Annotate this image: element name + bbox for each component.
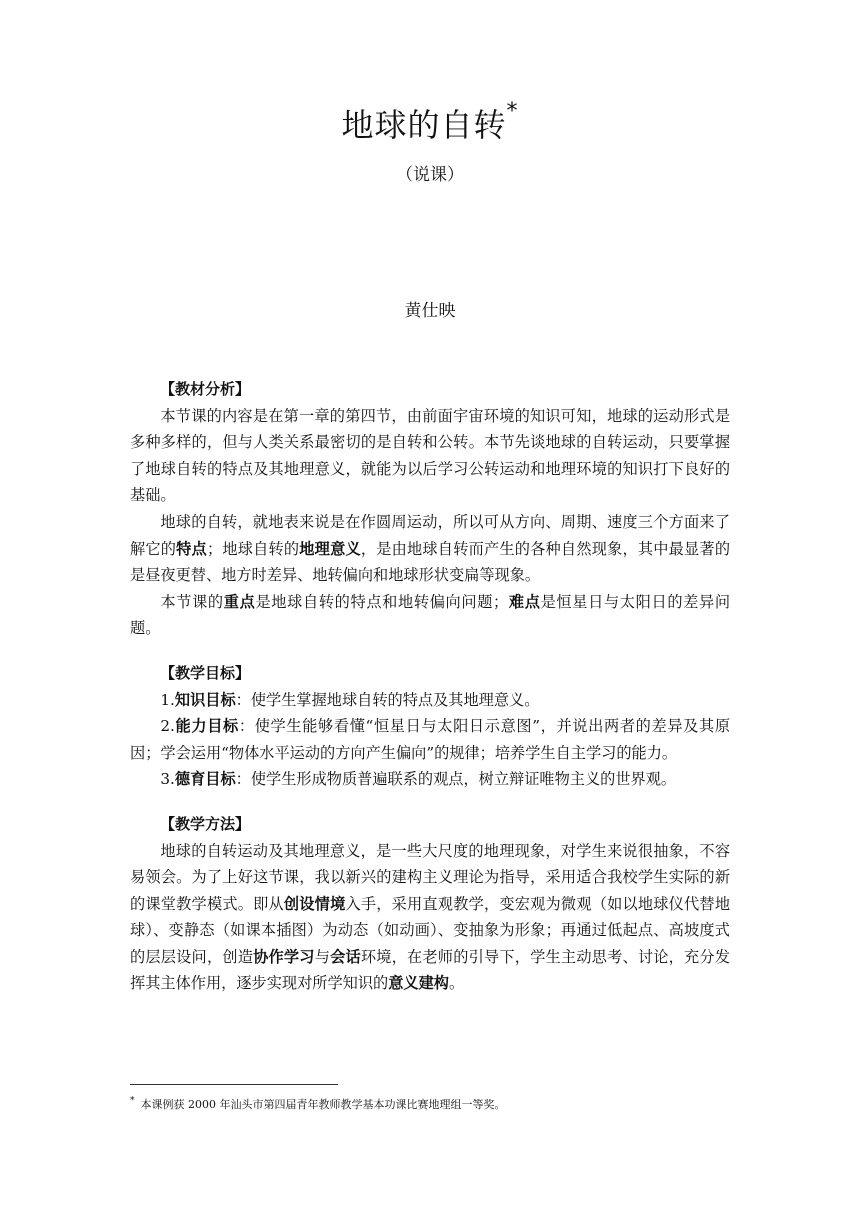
footnote-divider xyxy=(130,1084,338,1085)
paragraph: 地球的自转，就地表来说是在作圆周运动，所以可从方向、周期、速度三个方面来了解它的特点；地球自转的地理意义，是由地球自转而产生的各种自然现象，其中最显著的是昼夜更替、地方时差异、地转偏向和地球形状变扁等现象。 xyxy=(130,512,731,585)
goal-item: 3.德育目标：使学生形成物质普遍联系的观点，树立辩证唯物主义的世界观。 xyxy=(160,770,677,789)
section-heading-teaching-goals: 【教学目标】 xyxy=(160,663,251,682)
footnote-text: 本课例获 2000 年汕头市第四届青年教师教学基本功课比赛地理组一等奖。 xyxy=(140,1098,506,1111)
emphasis-text: 重点 xyxy=(223,592,256,611)
goal-label: 能力目标 xyxy=(174,717,239,736)
footnote-marker: * xyxy=(506,99,519,125)
emphasis-text: 会话 xyxy=(330,947,361,966)
goal-label: 德育目标 xyxy=(174,770,236,789)
section-heading-teaching-methods: 【教学方法】 xyxy=(160,814,251,833)
title-text: 地球的自转 xyxy=(341,106,507,144)
emphasis-text: 难点 xyxy=(508,592,541,611)
goal-item: 1.知识目标：使学生掌握地球自转的特点及其地理意义。 xyxy=(160,690,540,709)
emphasis-text: 地理意义 xyxy=(299,539,361,558)
emphasis-text: 协作学习 xyxy=(253,947,315,966)
goal-item: 2.能力目标：使学生能够看懂“恒星日与太阳日示意图”，并说出两者的差异及其原因；学会运用“物体水平运动的方向产生偏向”的规律；培养学生自主学习的能力。 xyxy=(130,717,731,762)
subtitle: （说课） xyxy=(396,165,464,185)
document-body xyxy=(130,376,730,997)
author-name: 黄仕映 xyxy=(404,301,456,321)
paragraph: 本节课的内容是在第一章的第四节，由前面宇宙环境的知识可知，地球的运动形式是多种多样的，但与人类关系最密切的是自转和公转。本节先谈地球的自转运动，只要掌握了地球自转的特点及其地理意义，就能为以后学习公转运动和地理环境的知识打下良好的基础。 xyxy=(130,406,730,505)
paragraph: 地球的自转运动及其地理意义，是一些大尺度的地理现象，对学生来说很抽象，不容易领会。为了上好这节课，我以新兴的建构主义理论为指导，采用适合我校学生实际的新的课堂教学模式。即从创设情境入手，采用直观教学，变宏观为微观（如以地球仪代替地球）、变静态（如课本插图）为动态（如动画）、变抽象为形象；再通过低起点、高坡度式的层层设问，创造协作学习与会话环境，在老师的引导下，学生主动思考、讨论，充分发挥其主体作用，逐步实现对所学知识的意义建构。 xyxy=(130,841,731,993)
footnote-mark: * xyxy=(130,1096,135,1107)
page-title xyxy=(0,100,860,146)
section-heading-textbook-analysis: 【教材分析】 xyxy=(160,380,251,398)
emphasis-text: 创设情境 xyxy=(283,894,346,913)
emphasis-text: 特点 xyxy=(176,539,207,558)
paragraph: 本节课的重点是地球自转的特点和地转偏向问题；难点是恒星日与太阳日的差异问题。 xyxy=(130,592,731,638)
footnote xyxy=(130,1096,730,1112)
emphasis-text: 意义建构 xyxy=(388,974,449,993)
goal-label: 知识目标 xyxy=(174,690,236,709)
